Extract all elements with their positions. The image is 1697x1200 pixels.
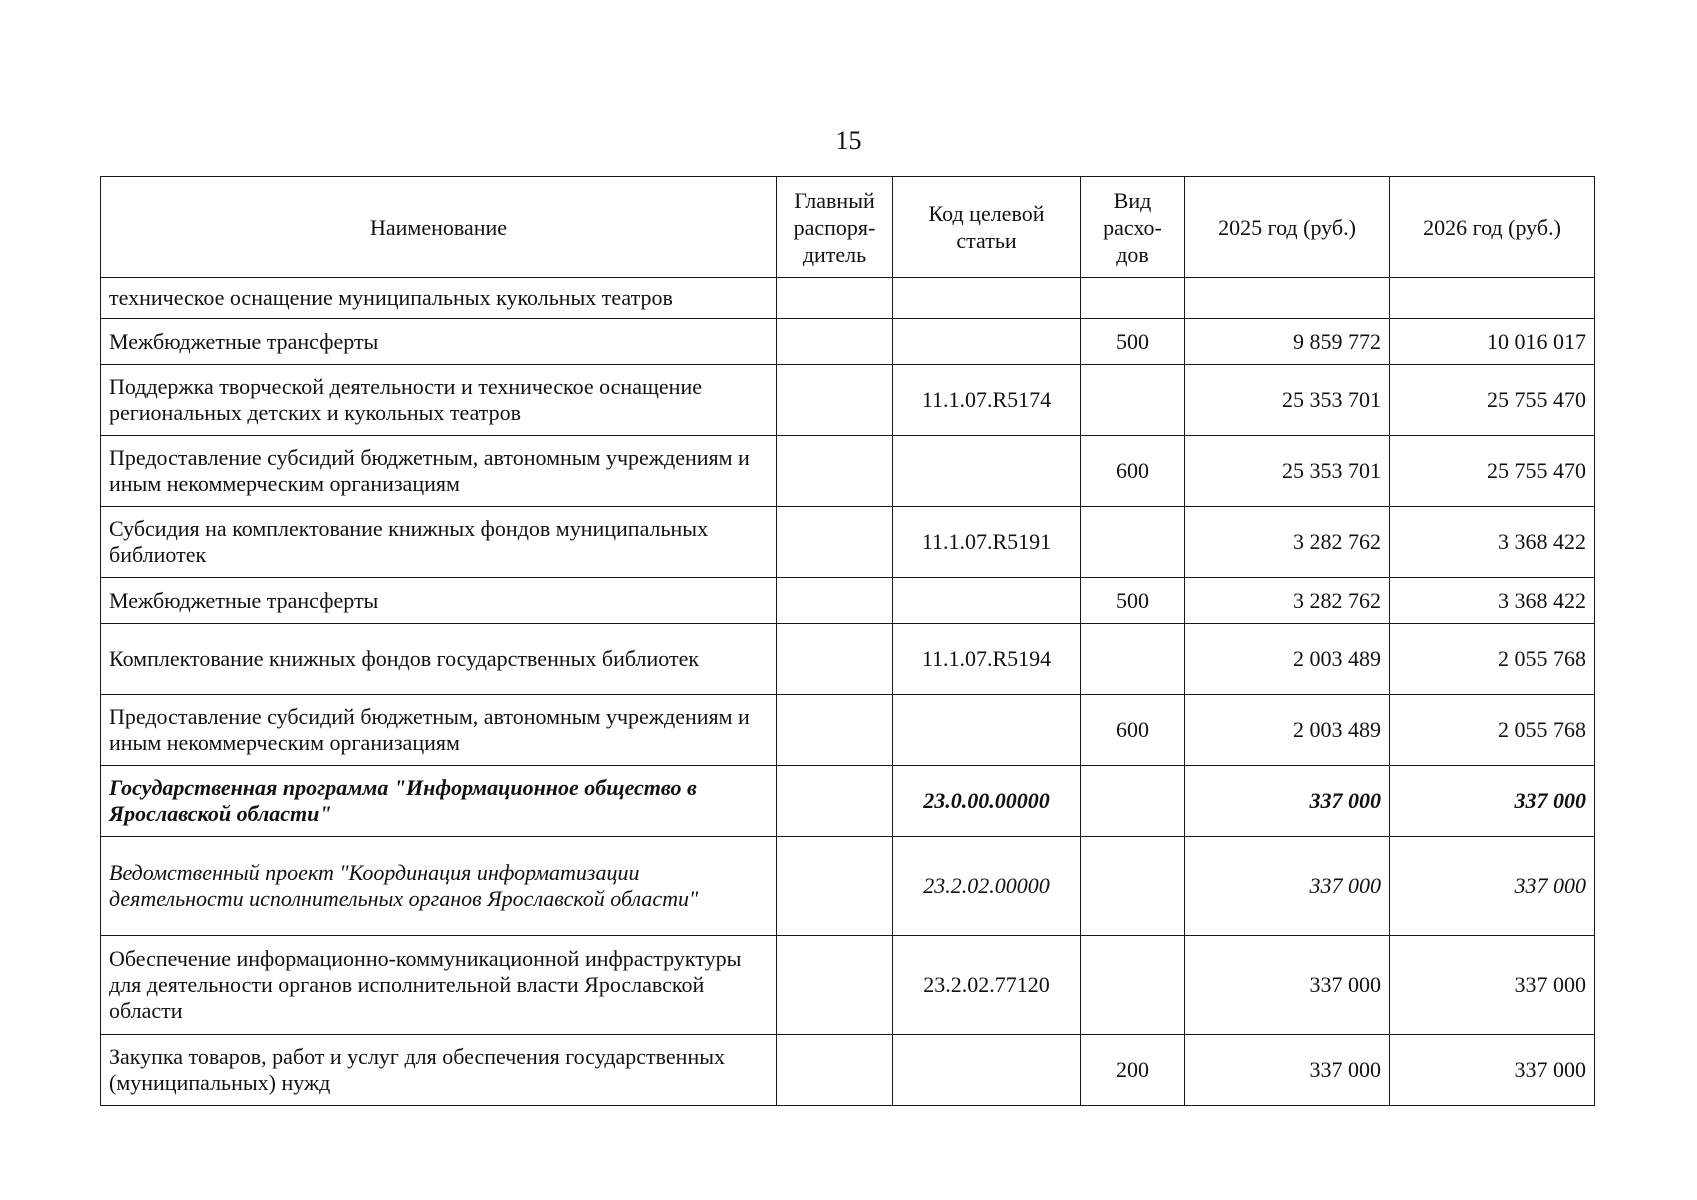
cell-grbs bbox=[777, 507, 893, 578]
cell-2026: 337 000 bbox=[1390, 936, 1595, 1035]
cell-grbs bbox=[777, 695, 893, 766]
cell-2025 bbox=[1185, 278, 1390, 319]
cell-2025: 9 859 772 bbox=[1185, 319, 1390, 365]
cell-2025: 25 353 701 bbox=[1185, 436, 1390, 507]
cell-name: Межбюджетные трансферты bbox=[101, 578, 777, 624]
header-name: Наименование bbox=[101, 177, 777, 278]
table-row bbox=[101, 936, 1595, 1035]
cell-2026: 337 000 bbox=[1390, 837, 1595, 936]
header-grbs: Главный распоря-дитель bbox=[777, 177, 893, 278]
cell-code bbox=[893, 319, 1081, 365]
cell-vid bbox=[1081, 278, 1185, 319]
cell-2025: 337 000 bbox=[1185, 837, 1390, 936]
table-row bbox=[101, 578, 1595, 624]
cell-name: Субсидия на комплектование книжных фондов муниципальных библиотек bbox=[101, 507, 777, 578]
cell-2026: 3 368 422 bbox=[1390, 578, 1595, 624]
cell-grbs bbox=[777, 936, 893, 1035]
cell-vid bbox=[1081, 766, 1185, 837]
cell-grbs bbox=[777, 624, 893, 695]
cell-name: Предоставление субсидий бюджетным, автономным учреждениям и иным некоммерческим организациям bbox=[101, 695, 777, 766]
cell-grbs bbox=[777, 837, 893, 936]
cell-code: 23.0.00.00000 bbox=[893, 766, 1081, 837]
cell-vid: 500 bbox=[1081, 578, 1185, 624]
cell-code bbox=[893, 436, 1081, 507]
cell-name: Межбюджетные трансферты bbox=[101, 319, 777, 365]
cell-vid: 500 bbox=[1081, 319, 1185, 365]
cell-name: Закупка товаров, работ и услуг для обеспечения государственных (муниципальных) нужд bbox=[101, 1035, 777, 1106]
table-row bbox=[101, 837, 1595, 936]
cell-2026: 10 016 017 bbox=[1390, 319, 1595, 365]
header-code: Код целевой статьи bbox=[893, 177, 1081, 278]
cell-2026: 25 755 470 bbox=[1390, 365, 1595, 436]
cell-vid bbox=[1081, 624, 1185, 695]
cell-2026: 3 368 422 bbox=[1390, 507, 1595, 578]
cell-2026: 25 755 470 bbox=[1390, 436, 1595, 507]
cell-2025: 3 282 762 bbox=[1185, 507, 1390, 578]
cell-2025: 2 003 489 bbox=[1185, 624, 1390, 695]
cell-name: Комплектование книжных фондов государственных библиотек bbox=[101, 624, 777, 695]
cell-vid bbox=[1081, 837, 1185, 936]
cell-code bbox=[893, 695, 1081, 766]
header-2026: 2026 год (руб.) bbox=[1390, 177, 1595, 278]
cell-vid: 200 bbox=[1081, 1035, 1185, 1106]
table-row bbox=[101, 365, 1595, 436]
cell-vid bbox=[1081, 507, 1185, 578]
cell-2026: 2 055 768 bbox=[1390, 695, 1595, 766]
cell-vid bbox=[1081, 936, 1185, 1035]
cell-code bbox=[893, 278, 1081, 319]
cell-2025: 3 282 762 bbox=[1185, 578, 1390, 624]
cell-name: Государственная программа "Информационное общество в Ярославской области" bbox=[101, 766, 777, 837]
table-row bbox=[101, 624, 1595, 695]
cell-grbs bbox=[777, 578, 893, 624]
table-row bbox=[101, 1035, 1595, 1106]
cell-grbs bbox=[777, 278, 893, 319]
cell-grbs bbox=[777, 436, 893, 507]
cell-code: 11.1.07.R5191 bbox=[893, 507, 1081, 578]
table-row bbox=[101, 766, 1595, 837]
cell-2025: 337 000 bbox=[1185, 1035, 1390, 1106]
cell-code: 23.2.02.00000 bbox=[893, 837, 1081, 936]
cell-grbs bbox=[777, 319, 893, 365]
table-row bbox=[101, 695, 1595, 766]
cell-2025: 2 003 489 bbox=[1185, 695, 1390, 766]
cell-vid: 600 bbox=[1081, 436, 1185, 507]
cell-grbs bbox=[777, 1035, 893, 1106]
cell-name: Ведомственный проект "Координация информатизации деятельности исполнительных органов Ярославской области" bbox=[101, 837, 777, 936]
table-row bbox=[101, 436, 1595, 507]
cell-2026: 2 055 768 bbox=[1390, 624, 1595, 695]
cell-name: техническое оснащение муниципальных кукольных театров bbox=[101, 278, 777, 319]
table-header-row bbox=[101, 177, 1595, 278]
cell-name: Предоставление субсидий бюджетным, автономным учреждениям и иным некоммерческим организациям bbox=[101, 436, 777, 507]
cell-2026 bbox=[1390, 278, 1595, 319]
cell-code bbox=[893, 1035, 1081, 1106]
cell-name: Поддержка творческой деятельности и техническое оснащение региональных детских и кукольных театров bbox=[101, 365, 777, 436]
cell-code bbox=[893, 578, 1081, 624]
cell-vid bbox=[1081, 365, 1185, 436]
cell-2026: 337 000 bbox=[1390, 1035, 1595, 1106]
budget-table bbox=[100, 176, 1595, 1106]
cell-code: 23.2.02.77120 bbox=[893, 936, 1081, 1035]
cell-2025: 337 000 bbox=[1185, 766, 1390, 837]
page-number: 15 bbox=[835, 126, 862, 155]
cell-code: 11.1.07.R5194 bbox=[893, 624, 1081, 695]
table-row bbox=[101, 319, 1595, 365]
table-row bbox=[101, 278, 1595, 319]
cell-grbs bbox=[777, 365, 893, 436]
header-2025: 2025 год (руб.) bbox=[1185, 177, 1390, 278]
cell-2026: 337 000 bbox=[1390, 766, 1595, 837]
table-row bbox=[101, 507, 1595, 578]
cell-2025: 25 353 701 bbox=[1185, 365, 1390, 436]
cell-name: Обеспечение информационно-коммуникационной инфраструктуры для деятельности органов исполнительной власти Ярославской области bbox=[101, 936, 777, 1035]
cell-grbs bbox=[777, 766, 893, 837]
header-vid: Вид расхо-дов bbox=[1081, 177, 1185, 278]
cell-vid: 600 bbox=[1081, 695, 1185, 766]
cell-2025: 337 000 bbox=[1185, 936, 1390, 1035]
cell-code: 11.1.07.R5174 bbox=[893, 365, 1081, 436]
